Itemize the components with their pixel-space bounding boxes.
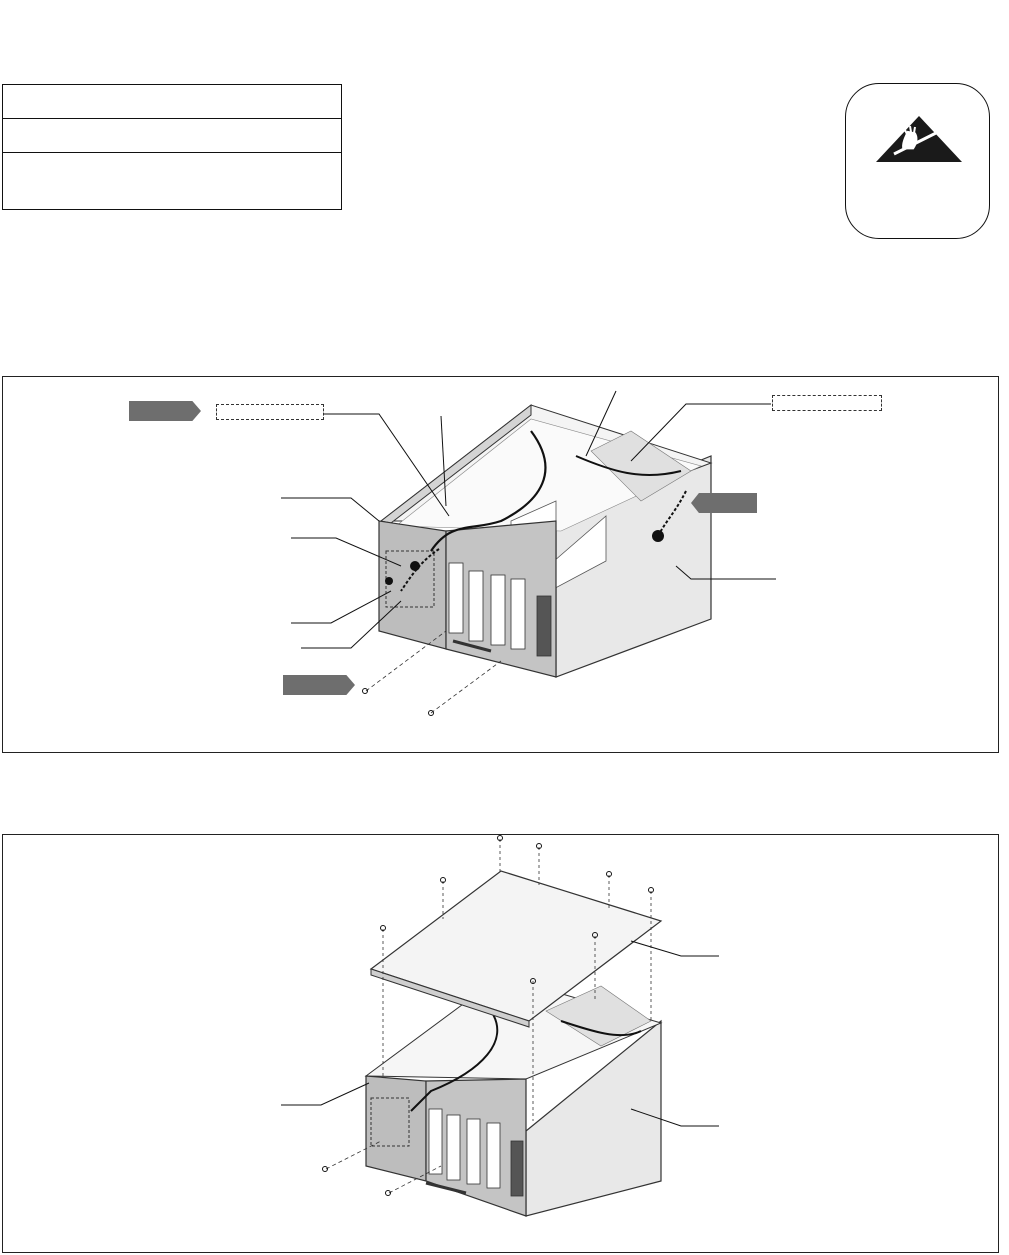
figure1-chassis-illustration (3, 377, 1000, 754)
info-table-cell (3, 85, 342, 119)
info-table-row (3, 153, 342, 210)
arrow-label (283, 675, 355, 695)
figure1-panel (2, 376, 999, 753)
info-table-cell (3, 119, 342, 153)
info-table-row (3, 85, 342, 119)
arrow-label (691, 493, 757, 513)
callout-box (772, 395, 882, 411)
figure2-chassis-illustration (3, 835, 1000, 1254)
figure2-panel (2, 834, 999, 1253)
callout-box (216, 404, 324, 420)
info-table-cell (3, 153, 342, 210)
arrow-label (129, 401, 201, 421)
esd-warning-icon (846, 84, 991, 240)
info-table-row (3, 119, 342, 153)
info-table (2, 84, 342, 210)
esd-warning-symbol (845, 83, 990, 239)
